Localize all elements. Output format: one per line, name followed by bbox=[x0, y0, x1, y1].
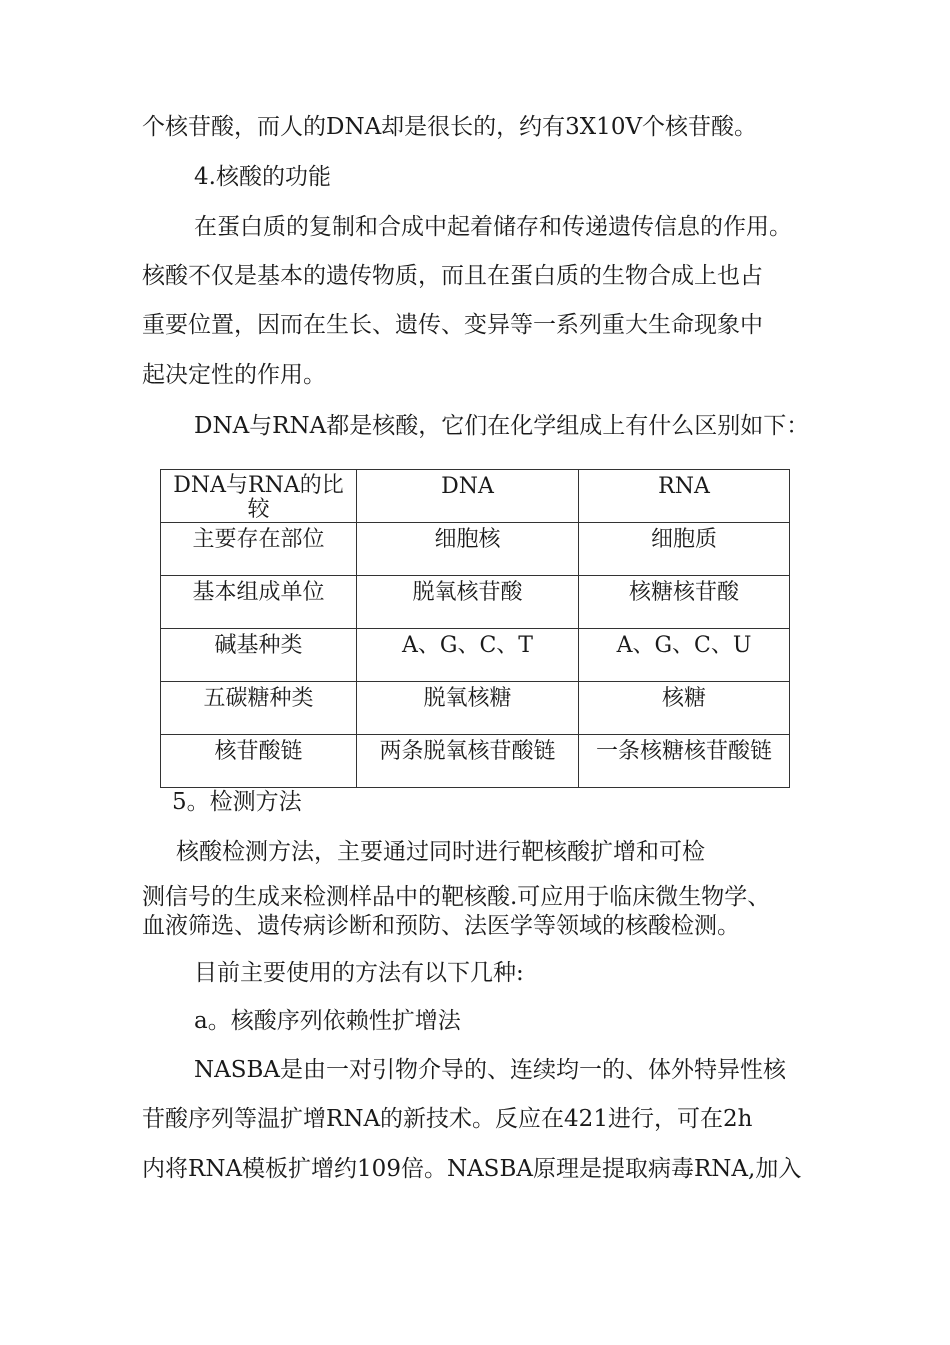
paragraph-line: NASBA是由一对引物介导的、连续均一的、体外特异性核 bbox=[194, 1057, 787, 1083]
table-cell: 核糖 bbox=[579, 682, 790, 735]
paragraph-line: 个核苷酸，而人的DNA却是很长的，约有3X10V个核苷酸。 bbox=[142, 114, 758, 140]
paragraph-line: 核酸检测方法，主要通过同时进行靶核酸扩增和可检 bbox=[176, 839, 705, 865]
table-row bbox=[161, 576, 790, 629]
paragraph-line: 起决定性的作用。 bbox=[142, 362, 326, 388]
table-header-cell: DNA bbox=[357, 470, 579, 523]
table-cell: 脱氧核糖 bbox=[357, 682, 579, 735]
table-header-row bbox=[161, 470, 790, 523]
comparison-table bbox=[160, 469, 790, 788]
paragraph-line: 在蛋白质的复制和合成中起着储存和传递遗传信息的作用。 bbox=[194, 214, 792, 240]
paragraph-line: 核酸不仅是基本的遗传物质，而且在蛋白质的生物合成上也占 bbox=[142, 263, 763, 289]
table-cell: 两条脱氧核苷酸链 bbox=[357, 735, 579, 788]
table-cell: 五碳糖种类 bbox=[161, 682, 357, 735]
table-row bbox=[161, 682, 790, 735]
table-cell: 核苷酸链 bbox=[161, 735, 357, 788]
table-cell: 细胞质 bbox=[579, 523, 790, 576]
table-header-cell: DNA与RNA的比较 bbox=[161, 470, 357, 523]
table-cell: A、G、C、T bbox=[357, 629, 579, 682]
paragraph-line: 内将RNA模板扩增约109倍。NASBA原理是提取病毒RNA,加入 bbox=[142, 1156, 802, 1182]
table-cell: 一条核糖核苷酸链 bbox=[579, 735, 790, 788]
paragraph-line: 目前主要使用的方法有以下几种: bbox=[194, 960, 524, 986]
section-heading: 5。检测方法 bbox=[172, 789, 302, 815]
paragraph-line: 重要位置，因而在生长、遗传、变异等一系列重大生命现象中 bbox=[142, 312, 763, 338]
paragraph-line: 血液筛选、遗传病诊断和预防、法医学等领域的核酸检测。 bbox=[142, 913, 740, 939]
table-cell: 碱基种类 bbox=[161, 629, 357, 682]
table-cell: 脱氧核苷酸 bbox=[357, 576, 579, 629]
table-cell: 基本组成单位 bbox=[161, 576, 357, 629]
table-cell: 细胞核 bbox=[357, 523, 579, 576]
table-row bbox=[161, 735, 790, 788]
table-cell: 主要存在部位 bbox=[161, 523, 357, 576]
paragraph-line: 苷酸序列等温扩增RNA的新技术。反应在421进行，可在2h bbox=[142, 1106, 753, 1132]
table-cell: 核糖核苷酸 bbox=[579, 576, 790, 629]
section-heading: a。核酸序列依赖性扩增法 bbox=[194, 1008, 461, 1034]
table-row bbox=[161, 629, 790, 682]
table-row bbox=[161, 523, 790, 576]
table-cell: A、G、C、U bbox=[579, 629, 790, 682]
paragraph-line: DNA与RNA都是核酸，它们在化学组成上有什么区别如下： bbox=[194, 413, 810, 439]
section-heading: 4.核酸的功能 bbox=[194, 164, 331, 190]
table-header-cell: RNA bbox=[579, 470, 790, 523]
paragraph-line: 测信号的生成来检测样品中的靶核酸.可应用于临床微生物学、 bbox=[142, 884, 771, 910]
